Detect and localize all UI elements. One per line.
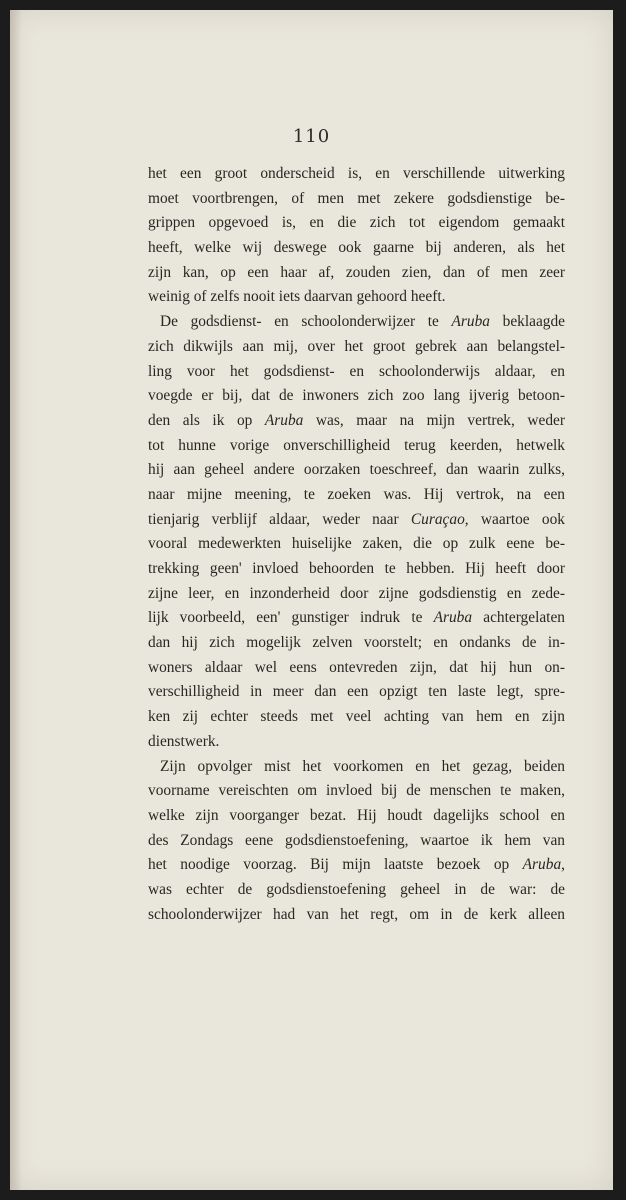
text-line: weinig of zelfs nooit iets daarvan gehoord heeft. (148, 288, 446, 306)
text-line: verschilligheid in meer dan een opzigt ten laste legt, spre- (148, 683, 565, 701)
text-line: het noodige voorzag. Bij mijn laatste bezoek op Aruba, (148, 856, 565, 874)
text-line: des Zondags eene godsdienstoefening, waartoe ik hem van (148, 831, 565, 849)
text-line: hij aan geheel andere oorzaken toeschreef, dan waarin zulks, (148, 461, 565, 479)
text-line: voegde er bij, dat de inwoners zich zoo lang ijverig betoon- (148, 387, 565, 405)
text-line: moet voortbrengen, of men met zekere godsdienstige be- (148, 189, 565, 207)
text-line: dan hij zich mogelijk zelven voorstelt; en ondanks de in- (148, 634, 565, 652)
text-line: naar mijne meening, te zoeken was. Hij vertrok, na een (148, 485, 565, 503)
text-line: zijne leer, en inzonderheid door zijne godsdienstig en zede- (148, 584, 565, 602)
text-line: vooral medewerkten huiselijke zaken, die op zulk eene be- (148, 535, 565, 553)
page-number: 110 (292, 126, 331, 147)
text-line: zijn kan, op een haar af, zouden zien, dan of men zeer (148, 263, 565, 281)
text-line: schoolonderwijzer had van het regt, om in de kerk alleen (148, 905, 565, 923)
text-line: dienstwerk. (148, 732, 220, 750)
text-line: ken zij echter steeds met veel achting van hem en zijn (148, 708, 565, 726)
text-line: voorname vereischten om invloed bij de menschen te maken, (148, 782, 565, 800)
text-line: was echter de godsdienstoefening geheel in de war: de (148, 880, 565, 898)
text-line: trekking geen' invloed behoorden te hebben. Hij heeft door (148, 560, 565, 577)
text-line: het een groot onderscheid is, en verschillende uitwerking (148, 165, 565, 182)
text-line: tienjarig verblijf aldaar, weder naar Curaçao, waartoe ook (148, 510, 565, 528)
text-line: tot hunne vorige onverschilligheid terug keerden, hetwelk (148, 436, 565, 454)
text-line: woners aldaar wel eens ontevreden zijn, dat hij hun on- (148, 658, 565, 676)
text-line: welke zijn voorganger bezat. Hij houdt dagelijks school en (148, 806, 565, 824)
text-line: ling voor het godsdienst- en schoolonderwijs aldaar, en (148, 362, 565, 380)
text-line: lijk voorbeeld, een' gunstiger indruk te Aruba achtergelaten (148, 609, 565, 627)
text-line: grippen opgevoed is, en die zich tot eigendom gemaakt (148, 214, 565, 232)
book-page (10, 10, 613, 1190)
text-line: zich dikwijls aan mij, over het groot gebrek aan belangstel- (148, 337, 565, 355)
page-edge-shadow (10, 10, 22, 1190)
text-line: De godsdienst- en schoolonderwijzer te Aruba beklaagde (160, 313, 565, 331)
text-line: Zijn opvolger mist het voorkomen en het gezag, beiden (160, 757, 565, 775)
body-text (148, 162, 565, 927)
text-line: den als ik op Aruba was, maar na mijn vertrek, weder (148, 411, 565, 429)
text-line: heeft, welke wij deswege ook gaarne bij anderen, als het (148, 239, 565, 257)
